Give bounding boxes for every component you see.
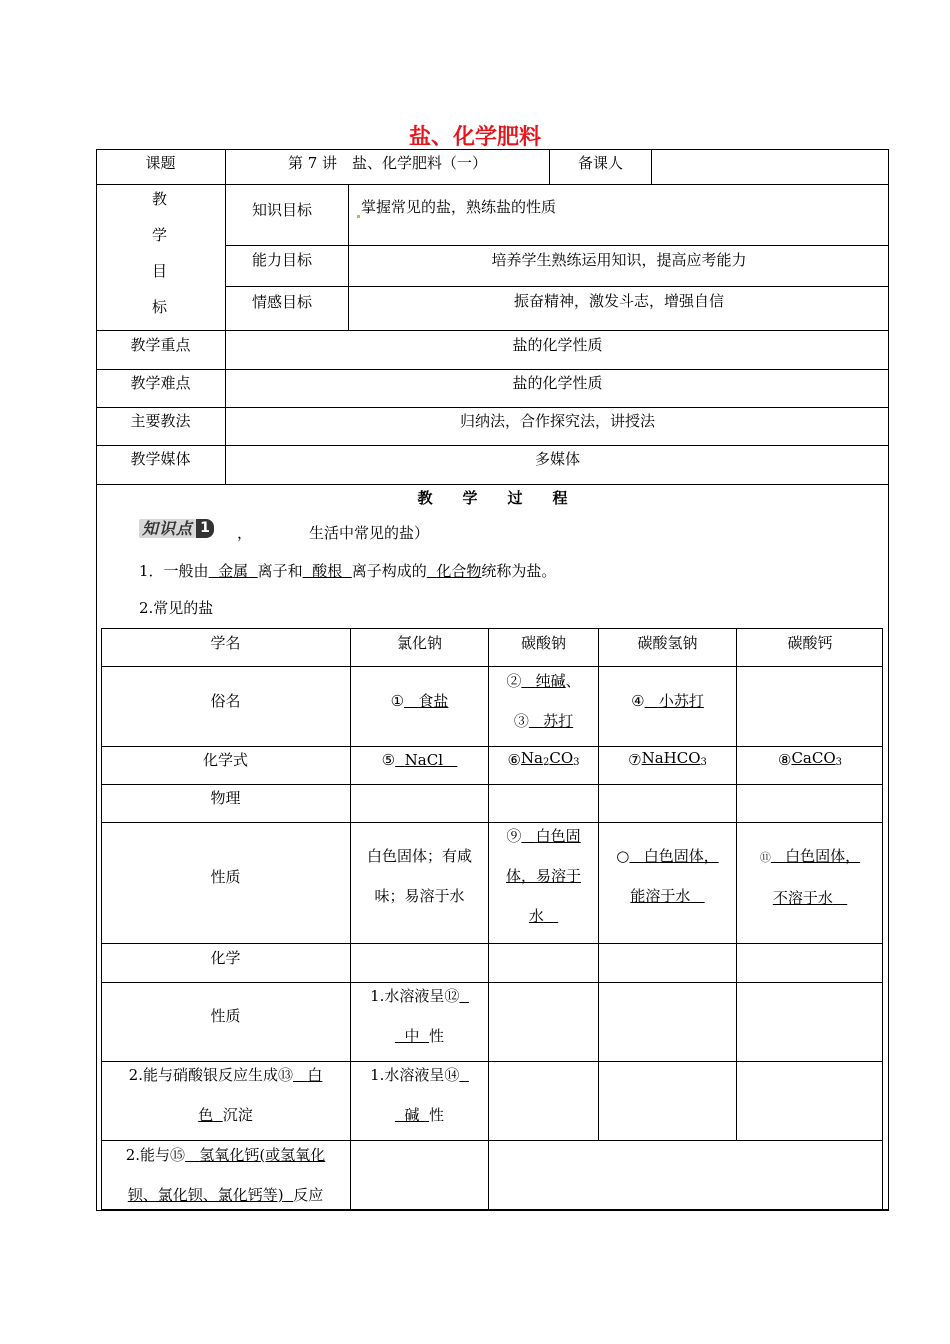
marker-dot [357, 215, 360, 218]
knowledge-goal-text: 掌握常见的盐，熟练盐的性质 [361, 198, 557, 216]
paragraph-1 [139, 560, 556, 581]
goals-label-char: 目 [152, 262, 168, 280]
kp-comma: ， [237, 524, 253, 542]
text-line: 白色固体；有咸 [366, 847, 472, 865]
blank-answer: 水 [528, 907, 544, 925]
na2co3-formula [489, 747, 598, 773]
blank-answer: 金属 [218, 562, 249, 580]
blank-answer: 食盐 [418, 691, 449, 710]
blank-answer: 能溶于水 [630, 887, 691, 905]
nacl-formula [351, 747, 488, 773]
process-title: 教 学 过 程 [417, 489, 568, 507]
physical-label-2: 性质 [210, 868, 241, 886]
ability-goal-label: 能力目标 [252, 251, 313, 269]
blank-answer: 苏打 [543, 712, 574, 730]
emotion-goal-value: 振奋精神，激发斗志，增强自信 [513, 292, 724, 310]
common-name-label: 俗名 [210, 691, 241, 710]
nacl-common-name [351, 667, 488, 734]
knowledge-goal-label: 知识目标 [252, 201, 313, 219]
text-segment: 离子和 [257, 562, 303, 580]
answer-number: ⑥ [507, 751, 521, 769]
media-value: 多媒体 [534, 449, 580, 468]
text-segment: 1.水溶液呈⑭ [370, 1066, 460, 1084]
na2co3-chem-1 [351, 1065, 488, 1125]
difficulty-label: 教学难点 [130, 373, 191, 392]
knowledge-goal-value [356, 196, 556, 218]
nahco3-physical [599, 846, 736, 906]
na2co3-common-name: ② 纯碱、 ③ 苏打 [506, 672, 581, 730]
blank-answer: 化合物 [436, 562, 482, 580]
formula-text: CaCO$_3$ [791, 748, 843, 768]
paragraph-2: 2.常见的盐 [139, 599, 214, 617]
topic-value: 第 7 讲 盐、化学肥料（一） [287, 153, 488, 172]
emotion-goal-label: 情感目标 [252, 293, 313, 311]
answer-number: ④ [631, 691, 645, 710]
knowledge-point-badge [139, 518, 233, 539]
method-label: 主要教法 [130, 411, 191, 430]
blank-answer: 钡、氯化钡、氯化钙等) [127, 1186, 284, 1204]
answer-number: ② [506, 672, 522, 690]
blank-answer: 不溶于水 [772, 889, 833, 907]
answer-number: ⑦ [628, 751, 642, 769]
row-divider [96, 484, 889, 485]
answer-number: ⑧ [777, 751, 792, 769]
page-title: 盐、化学肥料 [408, 125, 541, 150]
nacl-physical [351, 846, 488, 906]
blank-answer: 白色固 [535, 827, 581, 845]
row-divider [101, 1140, 883, 1141]
answer-number: ⑤ [381, 751, 396, 769]
nacl-chem-1 [351, 986, 488, 1046]
text-segment: 1．一般由 [139, 562, 209, 580]
blank-answer: NaCl [404, 751, 444, 769]
answer-number: ⑨ [506, 827, 522, 845]
focus-value: 盐的化学性质 [512, 335, 603, 354]
goals-label-char: 标 [152, 298, 168, 316]
ability-goal-value: 培养学生熟练运用知识，提高应考能力 [491, 250, 747, 269]
blank-answer: 色 [198, 1106, 214, 1124]
preparer-label: 备课人 [577, 153, 623, 172]
answer-number: ⑪ [759, 851, 771, 864]
chemical-label-2: 性质 [210, 1007, 241, 1025]
header-na2co3: 碳酸钠 [520, 633, 566, 652]
blank-answer: 氢氧化钙(或氢氧化 [199, 1146, 326, 1164]
header-name: 学名 [210, 633, 241, 652]
badge-text: 知识点 [139, 519, 196, 538]
chemical-label-1: 化学 [210, 949, 241, 967]
blank-answer: 体，易溶于 [505, 867, 581, 885]
physical-label-1: 物理 [210, 789, 241, 807]
blank-answer: 酸根 [312, 562, 343, 580]
text-segment: 统称为盐。 [481, 562, 557, 580]
text-segment: 反应 [293, 1186, 324, 1204]
header-caco3: 碳酸钙 [787, 633, 833, 652]
preparer-value [652, 149, 889, 176]
blank-answer: 白色固体， [785, 847, 861, 865]
text-line: 味；易溶于水 [374, 887, 465, 905]
difficulty-value: 盐的化学性质 [512, 373, 603, 392]
text-segment: 2.能与⑮ [125, 1146, 186, 1164]
focus-label: 教学重点 [130, 335, 191, 354]
row-divider [101, 1061, 883, 1062]
formula-text: NaHCO$_3$ [641, 748, 707, 768]
caco3-physical [737, 846, 883, 908]
topic-label: 课题 [145, 153, 176, 172]
blank-answer: 碱 [404, 1106, 420, 1124]
chem-silver-nitrate [101, 1065, 350, 1125]
header-nahco3: 碳酸氢钠 [637, 633, 698, 652]
text-segment: 2.能与硝酸银反应生成⑬ [128, 1066, 293, 1084]
text-segment: 离子构成的 [351, 562, 427, 580]
text-segment: 性 [429, 1106, 445, 1124]
formula-label: 化学式 [202, 751, 248, 769]
blank-answer: 中 [404, 1027, 420, 1045]
nahco3-common-name [599, 667, 736, 734]
goals-label-char: 学 [152, 226, 168, 244]
caco3-formula [737, 747, 883, 773]
media-label: 教学媒体 [130, 449, 191, 468]
row-divider [96, 184, 889, 185]
badge-number: 1 [196, 519, 214, 538]
row-divider [101, 1209, 888, 1210]
goals-label-char: 教 [152, 190, 168, 208]
na2co3-physical [489, 826, 598, 926]
formula-text: $Na_2CO_3$ [520, 748, 580, 768]
answer-number: ③ [513, 712, 529, 730]
kp-heading: 生活中常见的盐） [309, 524, 430, 542]
nahco3-formula [599, 747, 736, 773]
chem-react-with [101, 1145, 350, 1205]
blank-answer: 小苏打 [658, 691, 704, 710]
answer-number: ① [390, 691, 405, 710]
text-segment: 性 [429, 1027, 445, 1045]
method-value: 归纳法，合作探究法，讲授法 [459, 411, 655, 430]
blank-answer: 白色固体， [643, 847, 719, 865]
col-divider [225, 149, 226, 484]
header-nacl: 氯化钠 [396, 633, 442, 652]
text-segment: 1.水溶液呈⑫ [370, 987, 460, 1005]
blank-answer: 纯碱 [535, 672, 566, 690]
text-segment: 沉淀 [222, 1106, 253, 1124]
blank-answer: 白 [307, 1066, 323, 1084]
answer-number: ○ [616, 847, 630, 865]
